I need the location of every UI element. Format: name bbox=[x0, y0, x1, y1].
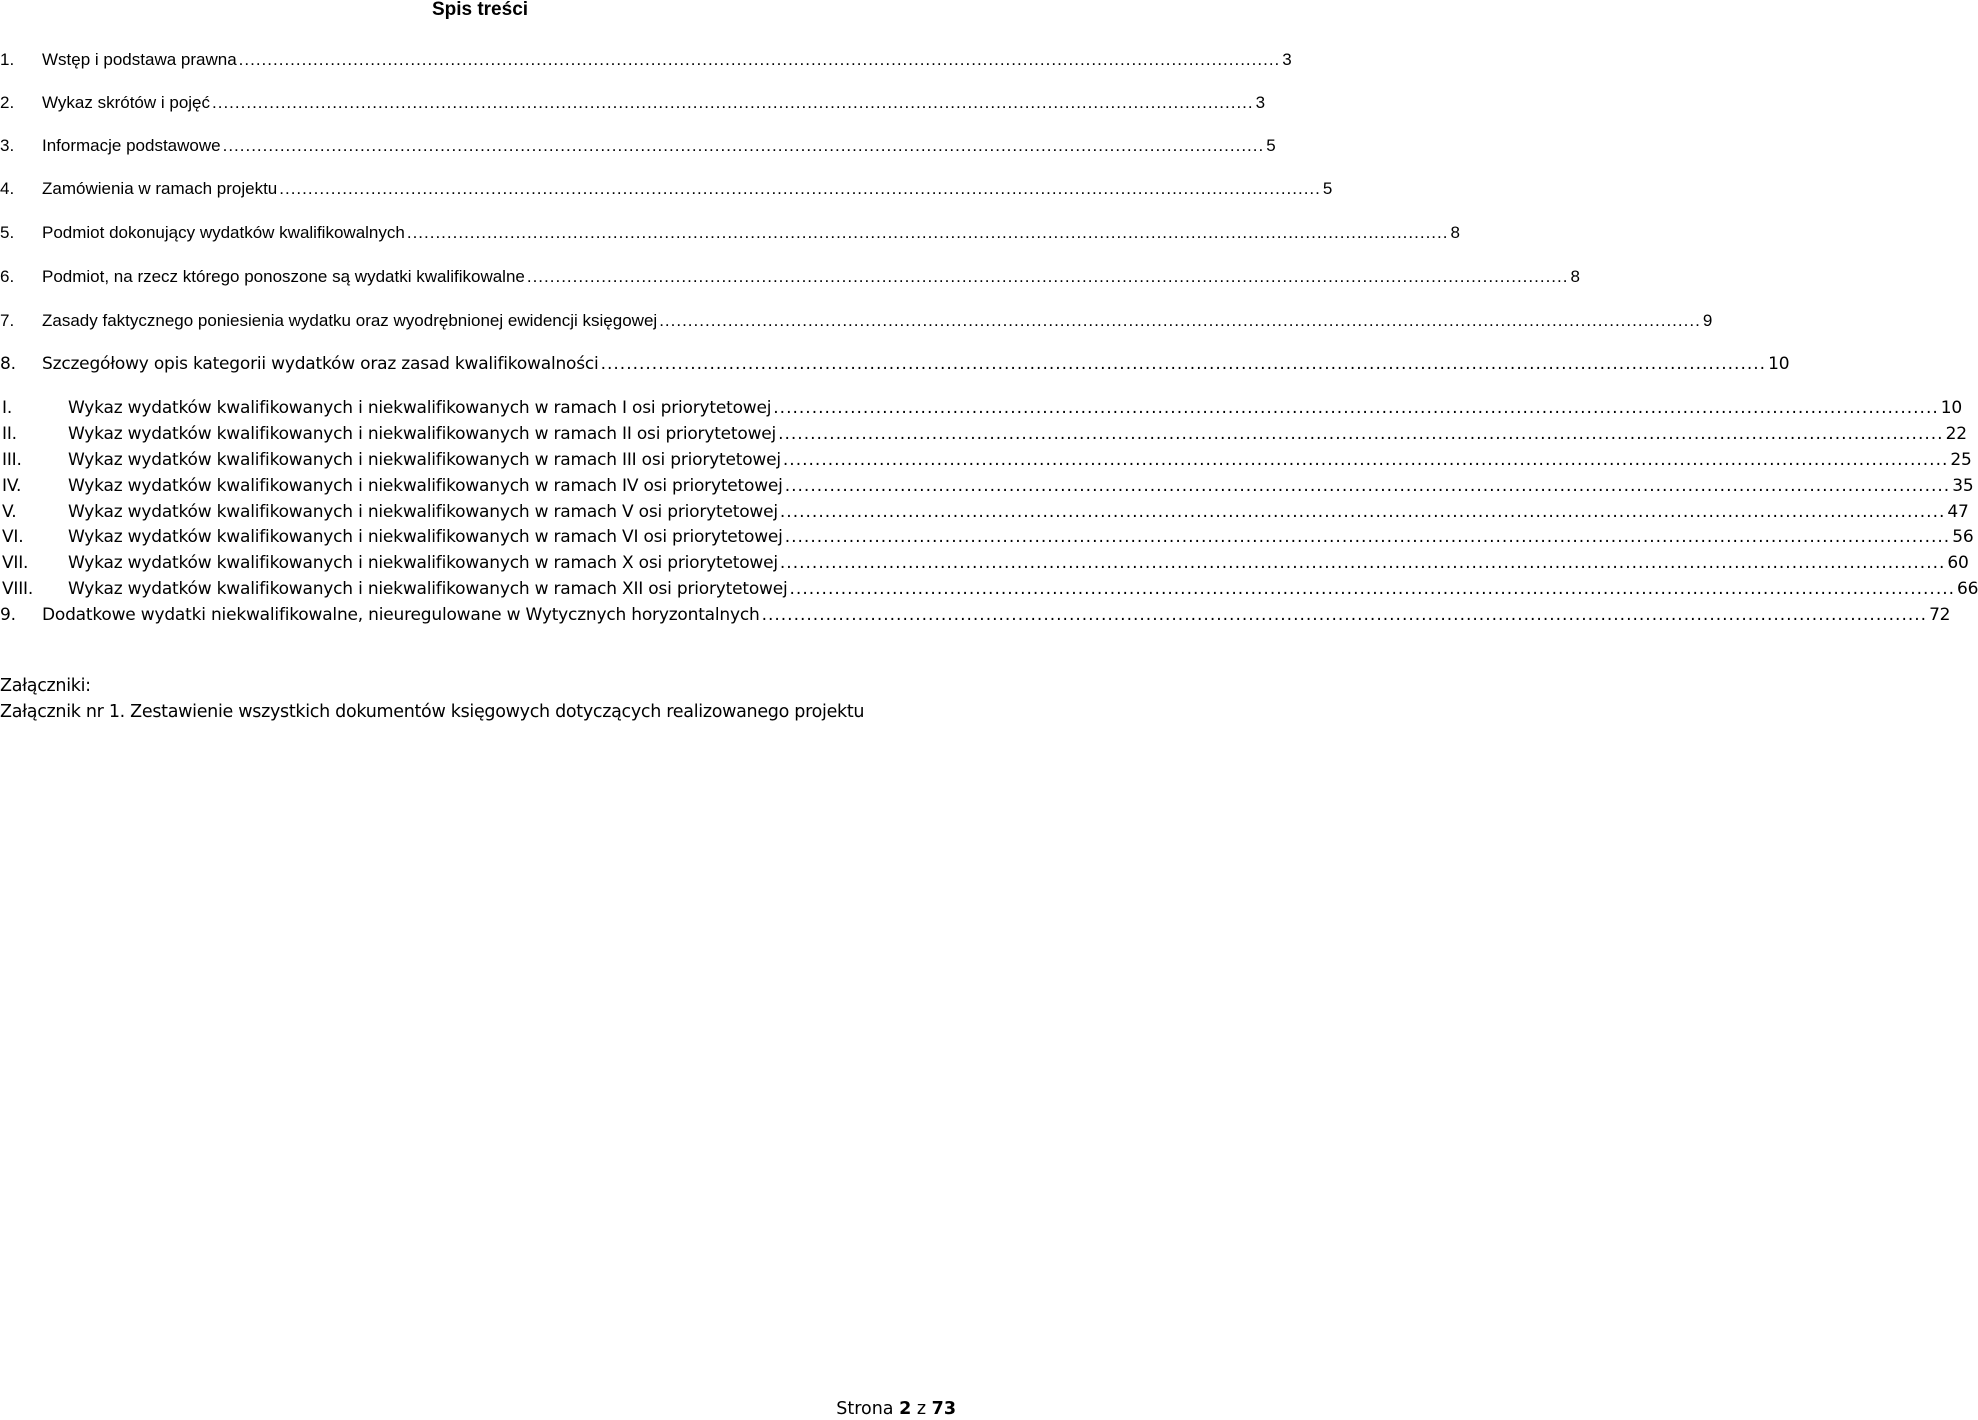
toc-entry-page: 5 bbox=[1266, 136, 1276, 155]
toc-entry-page: 22 bbox=[1945, 424, 1967, 444]
dot-leader: ...................................................................................................................................................................................... bbox=[784, 527, 1951, 547]
toc-subentry-3[interactable] bbox=[2, 448, 1972, 472]
toc-entry-text: Podmiot dokonujący wydatków kwalifikowalnych bbox=[42, 223, 405, 242]
toc-entry-page: 8 bbox=[1450, 223, 1460, 242]
toc-entry-number: VII. bbox=[2, 553, 29, 573]
toc-entry-number: 7. bbox=[0, 311, 15, 330]
toc-entry-text: Wykaz wydatków kwalifikowanych i niekwalifikowanych w ramach V osi priorytetowej bbox=[68, 502, 778, 522]
dot-leader: ...................................................................................................................................................................................... bbox=[279, 179, 1321, 198]
toc-entry-9[interactable] bbox=[0, 603, 1951, 627]
toc-entry-number: 3. bbox=[0, 136, 15, 155]
toc-entry-6[interactable] bbox=[0, 265, 1580, 289]
dot-leader: ...................................................................................................................................................................................... bbox=[761, 605, 1928, 625]
dot-leader: ...................................................................................................................................................................................... bbox=[789, 579, 1956, 599]
dot-leader: ...................................................................................................................................................................................... bbox=[659, 311, 1701, 330]
dot-leader: ...................................................................................................................................................................................... bbox=[773, 398, 1939, 418]
toc-subentry-2[interactable] bbox=[2, 422, 1967, 446]
toc-subentry-1[interactable] bbox=[2, 396, 1962, 420]
toc-entry-page: 72 bbox=[1929, 605, 1951, 625]
toc-entry-page: 66 bbox=[1957, 579, 1978, 599]
toc-entry-text: Szczegółowy opis kategorii wydatków oraz zasad kwalifikowalności bbox=[42, 354, 599, 374]
toc-entry-page: 9 bbox=[1702, 311, 1713, 330]
dot-leader: ...................................................................................................................................................................................... bbox=[778, 424, 1944, 444]
toc-entry-page: 60 bbox=[1947, 553, 1969, 573]
toc-entry-8[interactable] bbox=[0, 352, 1790, 376]
dot-leader: ...................................................................................................................................................................................... bbox=[782, 450, 1949, 470]
toc-entry-page: 3 bbox=[1282, 50, 1292, 69]
toc-entry-number: 5. bbox=[0, 223, 15, 242]
toc-entry-page: 8 bbox=[1570, 267, 1580, 286]
toc-entry-text: Dodatkowe wydatki niekwalifikowalne, nieuregulowane w Wytycznych horyzontalnych bbox=[42, 605, 760, 625]
dot-leader: ...................................................................................................................................................................................... bbox=[222, 136, 1265, 155]
toc-entry-number: V. bbox=[2, 502, 17, 522]
toc-entry-page: 5 bbox=[1322, 179, 1333, 198]
toc-entry-number: VIII. bbox=[2, 579, 34, 599]
toc-entry-number: IV. bbox=[2, 476, 22, 496]
toc-entry-text: Zamówienia w ramach projektu bbox=[42, 179, 278, 198]
dot-leader: ...................................................................................................................................................................................... bbox=[238, 50, 1281, 69]
toc-entry-text: Wykaz wydatków kwalifikowanych i niekwalifikowanych w ramach II osi priorytetowej bbox=[68, 424, 777, 444]
toc-entry-3[interactable] bbox=[0, 134, 1276, 158]
toc-entry-number: II. bbox=[2, 424, 17, 444]
toc-entry-7[interactable] bbox=[0, 309, 1713, 333]
toc-entry-page: 47 bbox=[1947, 502, 1969, 522]
attachments-heading: Załączniki: bbox=[0, 676, 91, 696]
toc-subentry-8[interactable] bbox=[2, 577, 1978, 601]
toc-entry-text: Wykaz wydatków kwalifikowanych i niekwalifikowanych w ramach IV osi priorytetowej bbox=[68, 476, 783, 496]
toc-entry-number: 9. bbox=[0, 605, 16, 625]
toc-entry-text: Wykaz wydatków kwalifikowanych i niekwalifikowanych w ramach VI osi priorytetowej bbox=[68, 527, 783, 547]
toc-entry-text: Informacje podstawowe bbox=[42, 136, 221, 155]
toc-entry-number: 4. bbox=[0, 179, 15, 198]
dot-leader: ...................................................................................................................................................................................... bbox=[406, 223, 1449, 242]
toc-entry-number: 6. bbox=[0, 267, 15, 286]
toc-entry-text: Wstęp i podstawa prawna bbox=[42, 50, 237, 69]
toc-entry-page: 35 bbox=[1952, 476, 1974, 496]
toc-entry-page: 25 bbox=[1950, 450, 1972, 470]
toc-entry-page: 10 bbox=[1768, 354, 1790, 374]
toc-entry-number: VI. bbox=[2, 527, 24, 547]
toc-entry-page: 3 bbox=[1255, 93, 1266, 112]
toc-entry-4[interactable] bbox=[0, 177, 1333, 201]
toc-entry-number: I. bbox=[2, 398, 13, 418]
dot-leader: ...................................................................................................................................................................................... bbox=[526, 267, 1569, 286]
dot-leader: ...................................................................................................................................................................................... bbox=[779, 502, 1946, 522]
toc-entry-1[interactable] bbox=[0, 48, 1292, 72]
dot-leader: ...................................................................................................................................................................................... bbox=[784, 476, 1951, 496]
page-footer bbox=[836, 1398, 956, 1420]
toc-entry-text: Wykaz wydatków kwalifikowanych i niekwalifikowanych w ramach X osi priorytetowej bbox=[68, 553, 778, 573]
toc-entry-number: 2. bbox=[0, 93, 15, 112]
toc-subentry-5[interactable] bbox=[2, 500, 1969, 524]
toc-entry-text: Wykaz wydatków kwalifikowanych i niekwalifikowanych w ramach XII osi priorytetowej bbox=[68, 579, 788, 599]
toc-title: Spis treści bbox=[431, 0, 529, 20]
footer-current-page: 2 bbox=[899, 1399, 912, 1419]
dot-leader: ...................................................................................................................................................................................... bbox=[779, 553, 1946, 573]
toc-subentry-6[interactable] bbox=[2, 525, 1974, 549]
dot-leader: ...................................................................................................................................................................................... bbox=[600, 354, 1767, 374]
toc-entry-text: Zasady faktycznego poniesienia wydatku oraz wyodrębnionej ewidencji księgowej bbox=[42, 311, 658, 330]
footer-total-pages: 73 bbox=[931, 1399, 956, 1419]
toc-entry-text: Wykaz skrótów i pojęć bbox=[42, 93, 211, 112]
toc-entry-page: 56 bbox=[1952, 527, 1974, 547]
toc-entry-number: 8. bbox=[0, 354, 16, 374]
toc-entry-text: Wykaz wydatków kwalifikowanych i niekwalifikowanych w ramach III osi priorytetowej bbox=[68, 450, 781, 470]
toc-subentry-4[interactable] bbox=[2, 474, 1974, 498]
attachment-item: Załącznik nr 1. Zestawienie wszystkich dokumentów księgowych dotyczących realizowanego projektu bbox=[0, 702, 865, 722]
footer-separator: z bbox=[916, 1399, 927, 1419]
toc-entry-page: 10 bbox=[1940, 398, 1962, 418]
footer-prefix: Strona bbox=[836, 1399, 894, 1419]
toc-entry-number: III. bbox=[2, 450, 22, 470]
toc-subentry-7[interactable] bbox=[2, 551, 1969, 575]
toc-entry-text: Podmiot, na rzecz którego ponoszone są wydatki kwalifikowalne bbox=[42, 267, 525, 286]
toc-entry-5[interactable] bbox=[0, 221, 1460, 245]
toc-entry-number: 1. bbox=[0, 50, 15, 69]
toc-entry-text: Wykaz wydatków kwalifikowanych i niekwalifikowanych w ramach I osi priorytetowej bbox=[68, 398, 772, 418]
toc-entry-2[interactable] bbox=[0, 91, 1266, 115]
dot-leader: ...................................................................................................................................................................................... bbox=[212, 93, 1254, 112]
